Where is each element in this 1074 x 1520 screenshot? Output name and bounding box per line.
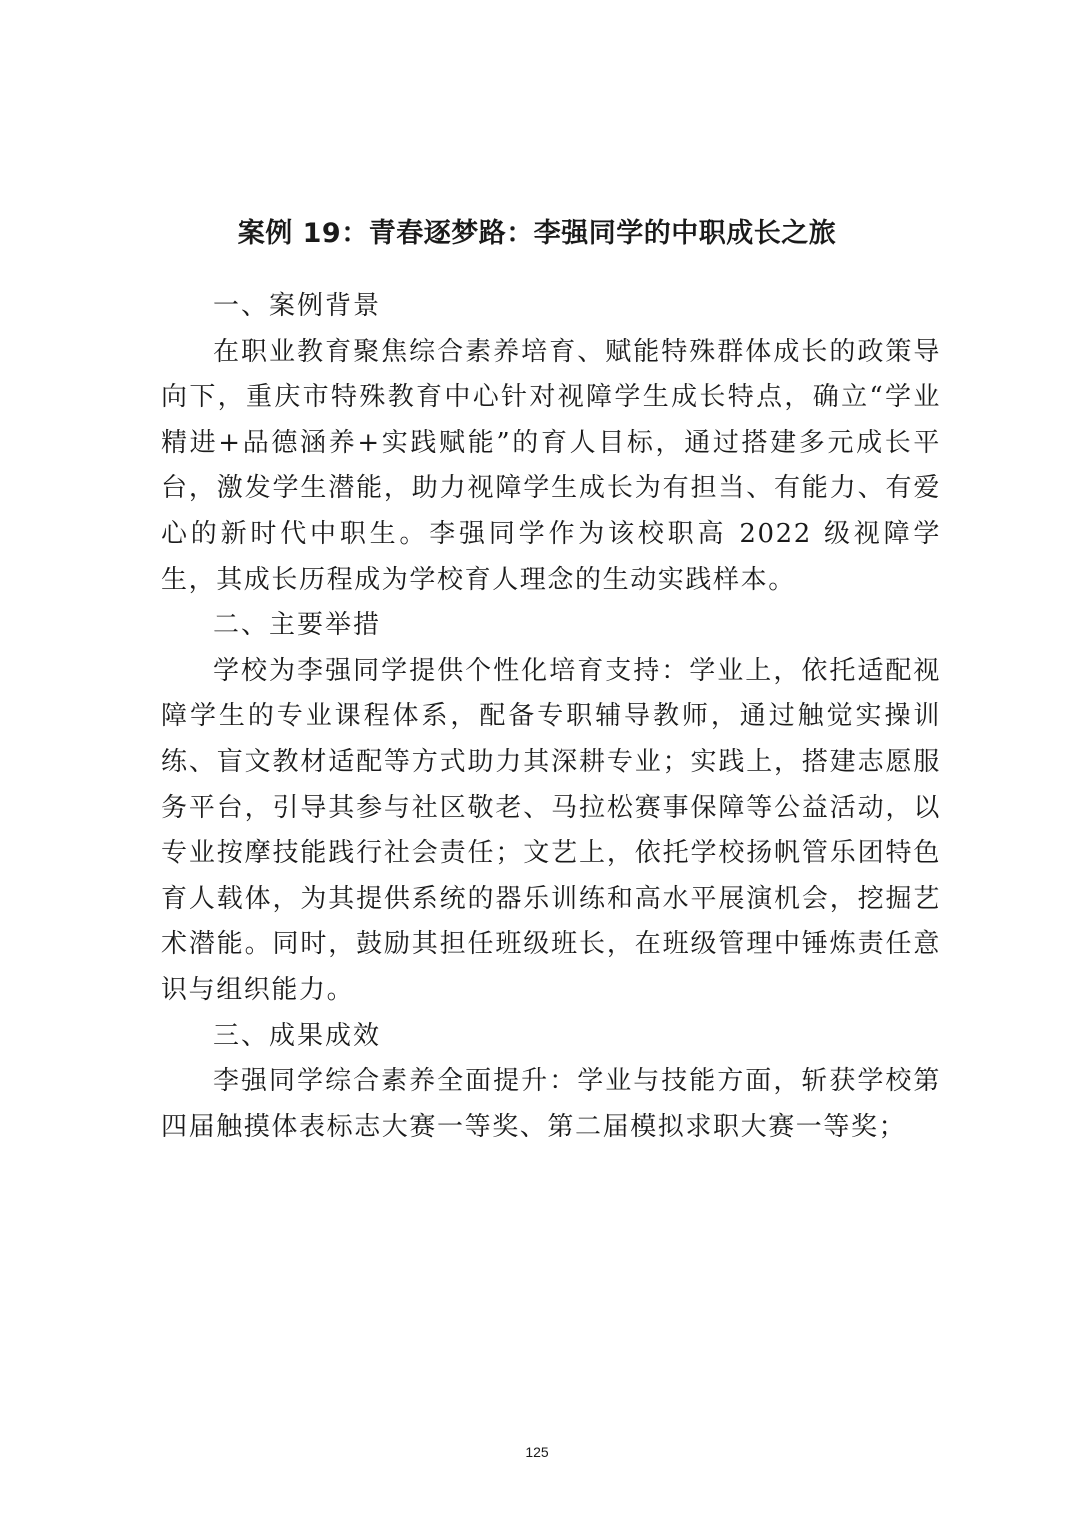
document-title: 案例 19：青春逐梦路：李强同学的中职成长之旅 — [237, 218, 837, 250]
section-paragraph-background: 在职业教育聚焦综合素养培育、赋能特殊群体成长的政策导向下，重庆市特殊教育中心针对视障学生成长特点，确立“学业精进+品德涵养+实践赋能”的育人目标，通过搭建多元成长平台，激发学生潜能，助力视障学生成长为有担当、有能力、有爱心的新时代中职生。李强同学作为该校职高 2022 级视障学生，其成长历程成为学校育人理念的生动实践样本。 — [161, 336, 941, 595]
page-number: 125 — [525, 1444, 549, 1460]
document-body — [161, 284, 941, 1150]
section-heading-results: 三、成果成效 — [213, 1020, 382, 1051]
section-paragraph-measures: 学校为李强同学提供个性化培育支持：学业上，依托适配视障学生的专业课程体系，配备专职辅导教师，通过触觉实操训练、盲文教材适配等方式助力其深耕专业；实践上，搭建志愿服务平台，引导其参与社区敬老、马拉松赛事保障等公益活动，以专业按摩技能践行社会责任；文艺上，依托学校扬帆管乐团特色育人载体，为其提供系统的器乐训练和高水平展演机会，挖掘艺术潜能。同时，鼓励其担任班级班长，在班级管理中锤炼责任意识与组织能力。 — [161, 655, 941, 1005]
section-heading-measures: 二、主要举措 — [213, 610, 382, 641]
section-paragraph-results: 李强同学综合素养全面提升：学业与技能方面，斩获学校第四届触摸体表标志大赛一等奖、第二届模拟求职大赛一等奖； — [161, 1066, 941, 1142]
section-heading-background: 一、案例背景 — [213, 291, 382, 321]
